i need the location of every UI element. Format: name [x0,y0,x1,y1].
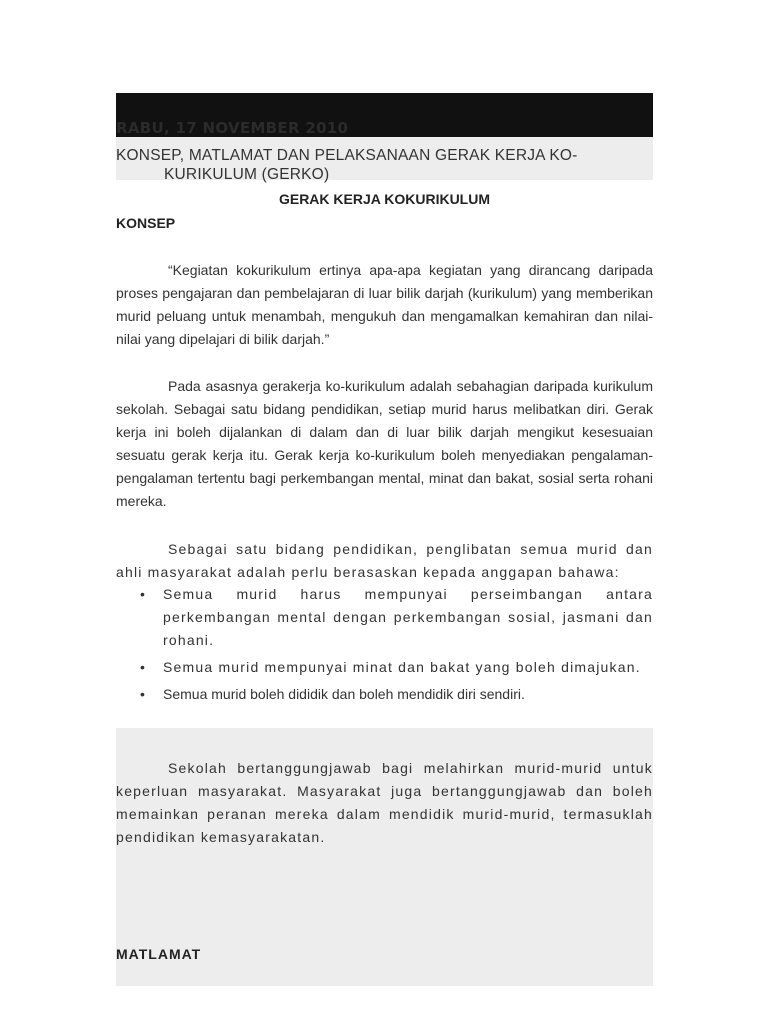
list-item: • Semua murid mempunyai minat dan bakat yang boleh dimajukan. [116,656,653,679]
paragraph-basis [116,375,653,513]
paragraph-responsibility-text: Sekolah bertanggungjawab bagi melahirkan murid-murid untuk keperluan masyarakat. Masyarakat juga bertanggungjawab dan boleh memainkan peranan mereka dalam mendidik murid-murid, termasuklah pendidikan kemasyarakatan. [116,760,653,845]
paragraph-involvement-text: Sebagai satu bidang pendidikan, penglibatan semua murid dan ahli masyarakat adalah perlu berasaskan kepada anggapan bahawa: [116,541,653,580]
section-heading-konsep: KONSEP [116,215,176,231]
bullet-icon: • [140,686,145,702]
bullet-icon: • [140,586,147,602]
post-title-line-2: KURIKULUM (GERKO) [164,166,330,183]
post-title[interactable] [116,146,636,184]
assumption-list [116,583,653,710]
paragraph-basis-text: Pada asasnya gerakerja ko-kurikulum adalah sebahagian daripada kurikulum sekolah. Sebagai satu bidang pendidikan, setiap murid harus melibatkan diri. Gerak kerja ini boleh dijalankan di dalam dan di luar bilik darjah mengikut kesesuaian sesuatu gerak kerja itu. Gerak kerja ko-kurikulum boleh menyediakan pengalaman-pengalaman tertentu bagi perkembangan mental, minat dan bakat, sosial serta rohani mereka. [116,378,653,509]
article-heading: GERAK KERJA KOKURIKULUM [278,191,491,207]
list-item: • Semua murid harus mempunyai perseimbangan antara perkembangan mental dengan perkembangan sosial, jasmani dan rohani. [116,583,653,652]
post-title-line-1: KONSEP, MATLAMAT DAN PELAKSANAAN GERAK KERJA KO- [116,147,578,164]
post-date: RABU, 17 NOVEMBER 2010 [116,119,349,137]
paragraph-definition-text: “Kegiatan kokurikulum ertinya apa-apa kegiatan yang dirancang daripada proses pengajaran dan pembelajaran di luar bilik darjah (kurikulum) yang memberikan murid peluang untuk menambah, mengukuh dan mengamalkan kemahiran dan nilai-nilai yang dipelajari di bilik darjah.” [116,262,653,347]
section-heading-matlamat: MATLAMAT [116,946,202,962]
list-item: • Semua murid boleh dididik dan boleh mendidik diri sendiri. [116,683,653,706]
paragraph-responsibility [116,757,653,849]
bullet-icon: • [140,659,147,675]
paragraph-involvement [116,538,653,584]
paragraph-definition [116,259,653,351]
